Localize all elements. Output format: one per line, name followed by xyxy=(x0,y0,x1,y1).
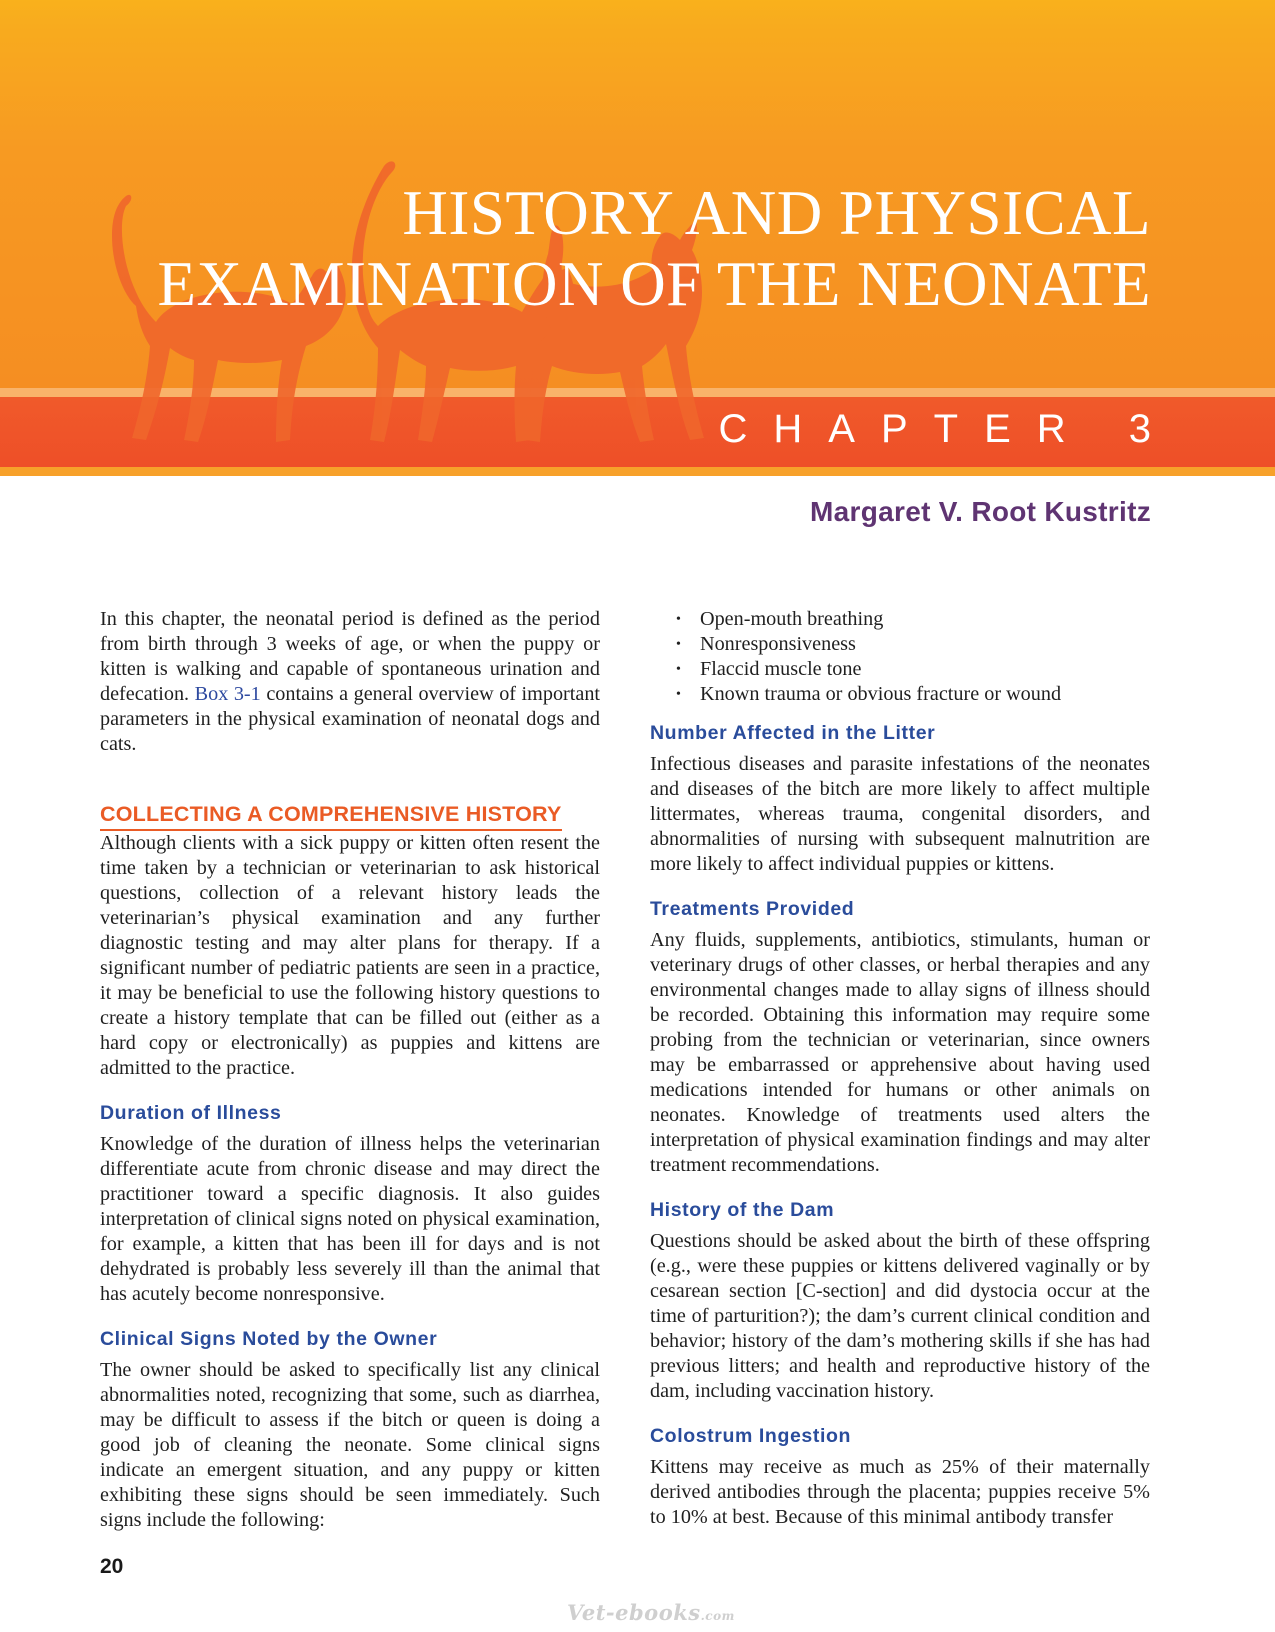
subheading-duration: Duration of Illness xyxy=(100,1102,282,1124)
subheading-history-dam: History of the Dam xyxy=(650,1199,835,1221)
subheading-clinical-signs: Clinical Signs Noted by the Owner xyxy=(100,1328,438,1350)
bullet-icon: • xyxy=(676,637,681,652)
chapter-title-line-2: EXAMINATION OF THE NEONATE xyxy=(157,249,1151,319)
page-number: 20 xyxy=(100,1555,124,1578)
list-item-text: Flaccid muscle tone xyxy=(700,658,862,680)
list-item xyxy=(650,632,1150,657)
list-item xyxy=(650,682,1150,707)
subheading-colostrum: Colostrum Ingestion xyxy=(650,1425,851,1447)
chapter-header-banner xyxy=(0,0,1275,476)
bullet-icon: • xyxy=(676,662,681,677)
bullet-icon: • xyxy=(676,687,681,702)
watermark-logo xyxy=(567,1600,735,1625)
intro-text-end: contains a general overview of important parameters in the physical examination of neonatal dogs and cats. xyxy=(100,683,601,755)
bullet-icon: • xyxy=(676,612,681,627)
chapter-title xyxy=(158,178,1152,320)
chapter-title-line-1: HISTORY AND PHYSICAL xyxy=(402,178,1151,248)
duration-paragraph: Knowledge of the duration of illness helps the veterinarian differentiate acute from chronic disease and may direct the practitioner toward a specific diagnosis. It also guides interpretation of clinical signs noted on physical examination, for example, a kitten that has been ill for days and is not dehydrated is probably less severely ill than the animal that has acutely become nonresponsive. xyxy=(100,1133,600,1305)
watermark-suffix: .com xyxy=(700,1609,735,1623)
list-item-text: Open-mouth breathing xyxy=(700,608,884,630)
list-item-text: Known trauma or obvious fracture or wound xyxy=(700,683,1062,705)
list-item xyxy=(650,607,1150,632)
clinical-signs-paragraph: The owner should be asked to specifically list any clinical abnormalities noted, recognizing that some, such as diarrhea, may be difficult to assess if the bitch or queen is doing a good job of cleaning the neonate. Some clinical signs indicate an emergent situation, and any puppy or kitten exhibiting these signs should be seen immediately. Such signs include the following: xyxy=(100,1359,600,1531)
list-item-text: Nonresponsiveness xyxy=(700,633,856,655)
section-heading-history: COLLECTING A COMPREHENSIVE HISTORY xyxy=(100,800,562,831)
right-column xyxy=(650,607,1150,1530)
subheading-treatments: Treatments Provided xyxy=(650,898,855,920)
chapter-label: CHAPTER 3 xyxy=(718,407,1177,451)
history-dam-paragraph: Questions should be asked about the birth of these offspring (e.g., were these puppies or kittens delivered vaginally or by cesarean section [C-section] and did dystocia occur at the time of parturition?); the dam’s current clinical condition and behavior; history of the dam’s mothering skills if she has had previous litters; and health and reproductive history of the dam, including vaccination history. xyxy=(650,1230,1150,1402)
treatments-paragraph: Any fluids, supplements, antibiotics, stimulants, human or veterinary drugs of other classes, or herbal therapies and any environmental changes made to allay signs of illness should be recorded. Obtaining this information may require some probing from the technician or veterinarian, since owners may be embarrassed or apprehensive about having used medications intended for humans or other animals on neonates. Knowledge of treatments used alters the interpretation of physical examination findings and may alter treatment recommendations. xyxy=(650,929,1150,1176)
number-affected-paragraph: Infectious diseases and parasite infestations of the neonates and diseases of the bitch are more likely to affect multiple littermates, whereas trauma, congenital disorders, and abnormalities of nursing with subsequent malnutrition are more likely to affect individual puppies or kittens. xyxy=(650,753,1150,875)
intro-text-start: In this chapter, the neonatal period is defined as the period from birth through 3 weeks of age, or when the puppy or kitten is walking and capable of spontaneous urination and defecation. xyxy=(100,608,600,705)
subheading-number-affected: Number Affected in the Litter xyxy=(650,722,936,744)
history-paragraph: Although clients with a sick puppy or kitten often resent the time taken by a technician or veterinarian to ask historical questions, collection of a relevant history leads the veterinarian’s physical examination and any further diagnostic testing and may alter plans for therapy. If a significant number of pediatric patients are seen in a practice, it may be beneficial to use the following history questions to create a history template that can be filled out (either as a hard copy or electronically) as puppies and kittens are admitted to the practice. xyxy=(100,832,600,1079)
list-item xyxy=(650,657,1150,682)
colostrum-paragraph: Kittens may receive as much as 25% of their maternally derived antibodies through the placenta; puppies receive 5% to 10% at best. Because of this minimal antibody transfer xyxy=(650,1456,1150,1528)
left-column xyxy=(100,607,600,1533)
box-3-1-link[interactable]: Box 3-1 xyxy=(194,683,261,705)
author-name: Margaret V. Root Kustritz xyxy=(810,496,1151,527)
intro-paragraph xyxy=(100,607,600,757)
emergent-signs-list xyxy=(650,607,1150,707)
watermark-main: Vet-ebooks xyxy=(567,1600,701,1625)
